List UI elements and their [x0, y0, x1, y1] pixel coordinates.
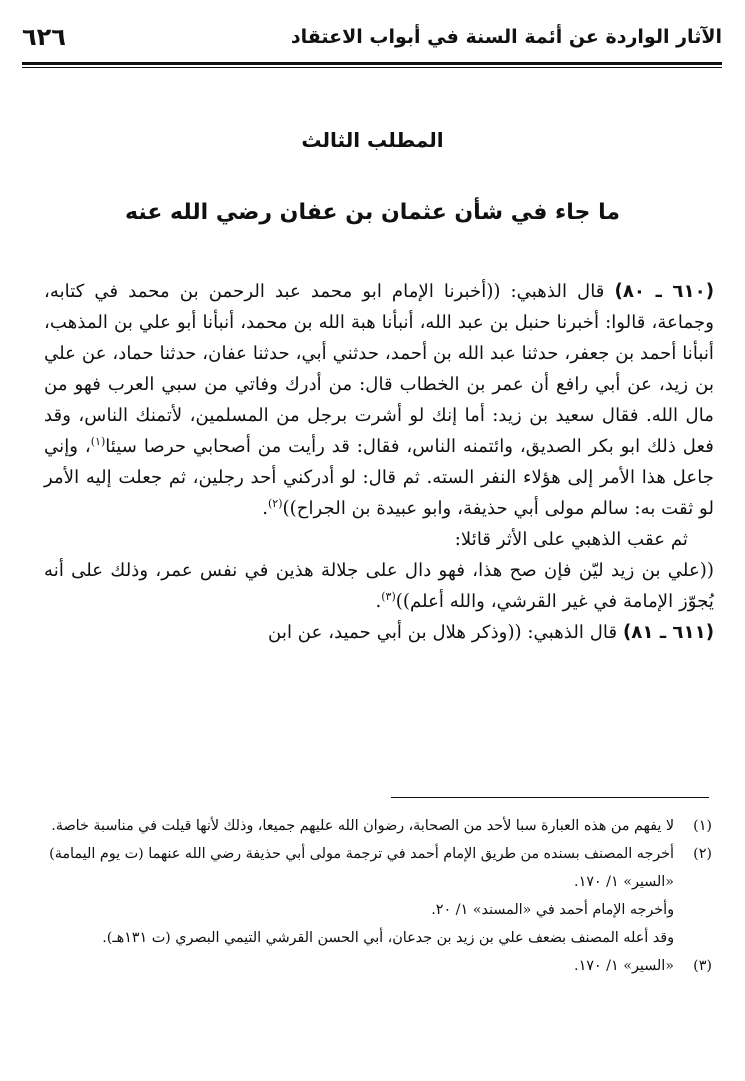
paragraph-end: . — [375, 591, 382, 612]
footnote-ref: (٢) — [268, 496, 283, 510]
footnotes — [44, 812, 712, 980]
section-label: المطلب الثالث — [301, 128, 444, 152]
footnote-text: لا يفهم من هذه العبارة سبا لأحد من الصحابة، رضوان الله عليهم جميعا، وذلك لأنها قيلت في مناسبة خاصة. — [51, 818, 674, 834]
footnote-text: «السير» ١/ ١٧٠. — [574, 958, 674, 974]
footnote-ref: (٣) — [381, 589, 396, 603]
page-header — [22, 20, 722, 54]
page-number: ٦٢٦ — [22, 23, 66, 51]
athar-611-paragraph — [44, 617, 714, 648]
footnote-number: (١) — [693, 818, 712, 834]
footnote-text: أخرجه المصنف بسنده من طريق الإمام أحمد في ترجمة مولى أبي حذيفة رضي الله عنهما (ت يوم اليمامة) «السير» ١/ ١٧٠. — [49, 846, 674, 890]
footnote-2 — [44, 840, 712, 952]
footnote-number: (٢) — [693, 846, 712, 862]
section-title: ما جاء في شأن عثمان بن عفان رضي الله عنه — [125, 200, 620, 225]
commentary-quote — [44, 555, 714, 617]
paragraph-text: قال الذهبي: ((وذكر هلال بن أبي حميد، عن ابن — [268, 622, 618, 643]
footnote-text: وقد أعله المصنف بضعف علي بن زيد بن جدعان، أبي الحسن القرشي التيمي البصري (ت ١٣١هـ). — [102, 930, 674, 946]
footnote-1 — [44, 812, 712, 840]
paragraph-end: . — [262, 498, 268, 519]
paragraph-text: ثم عقب الذهبي على الأثر قائلا: — [454, 529, 688, 550]
paragraph-text: ، وإني جاعل هذا الأمر إلى هؤلاء النفر السته. ثم قال: لو أدركني أحد رجلين، ثم جعلت إليه الأمر لو ثقت به: سالم مولى أبي حذيفة، وابو عبيدة بن الجراح)) — [44, 436, 714, 519]
footnote-number: (٣) — [693, 958, 712, 974]
paragraph-text: ((علي بن زيد ليّن فإن صح هذا، فهو دال على جلالة هذين في نفس عمر، وذلك على أنه يُجوّز الإمامة في غير القرشي، والله أعلم)) — [44, 560, 714, 612]
body-text — [44, 276, 714, 648]
paragraph-text: قال الذهبي: ((أخبرنا الإمام ابو محمد عبد الرحمن بن محمد في كتابه، وجماعة، قالوا: أخبرنا حنبل بن عبد الله، أنبأنا هبة الله بن محمد، أنبأنا أبو علي بن المذهب، أنبأنا أحمد بن جعفر، حدثنا عبد الله بن أحمد، حدثني أبي، حدثنا عفان، حدثنا حماد، عن علي بن زيد، عن أبي رافع أن عمر بن الخطاب قال: من أدرك وفاتي من سبي العرب فهو من مال الله. فقال سعيد بن زيد: أما إنك لو أشرت برجل من المسلمين، لأتمنك الناس، وقد فعل ذلك ابو بكر الصديق، وائتمنه الناس، فقال: قد رأيت من أصحابي حرصا سيئا — [44, 281, 714, 457]
athar-610-paragraph — [44, 276, 714, 524]
athar-number: (٦١٠ ـ ٨٠) — [614, 281, 714, 302]
commentary-intro — [44, 524, 714, 555]
running-title: الآثار الواردة عن أئمة السنة في أبواب الاعتقاد — [290, 26, 722, 48]
athar-number: (٦١١ ـ ٨١) — [622, 622, 714, 643]
header-divider — [22, 62, 722, 68]
footnote-text: وأخرجه الإمام أحمد في «المسند» ١/ ٢٠. — [431, 902, 674, 918]
footnote-divider — [391, 797, 709, 798]
footnote-ref: (١) — [90, 434, 106, 448]
footnote-3 — [44, 952, 712, 980]
